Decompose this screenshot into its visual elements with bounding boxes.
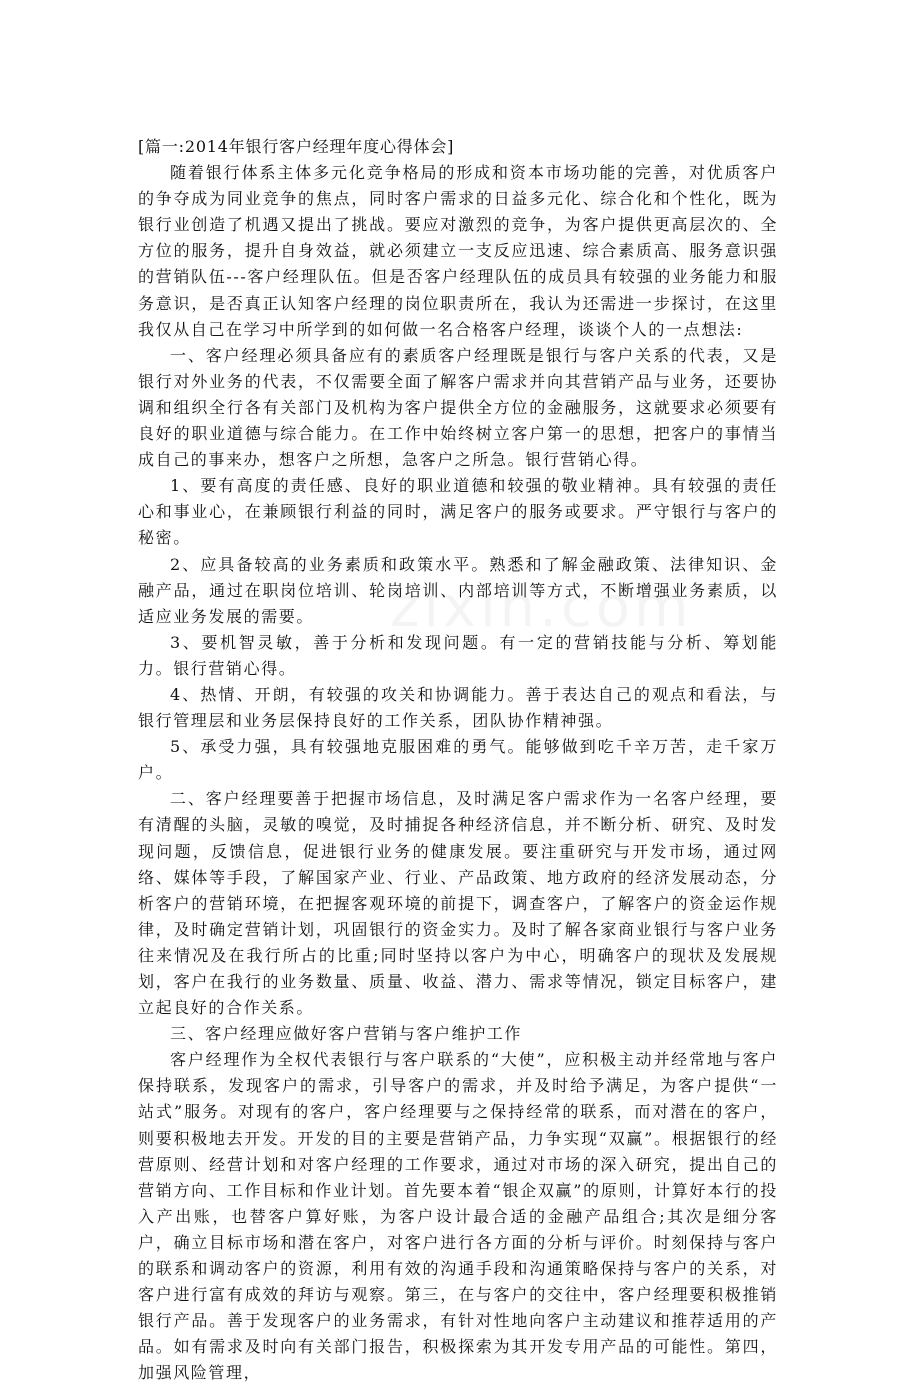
paragraph-item-4: 4、热情、开朗，有较强的攻关和协调能力。善于表达自己的观点和看法，与银行管理层和业务层保持良好的工作关系，团队协作精神强。 bbox=[138, 684, 778, 731]
paragraph-section-3-body: 客户经理作为全权代表银行与客户联系的“大使”，应积极主动并经常地与客户保持联系，发现客户的需求，引导客户的需求，并及时给予满足，为客户提供“一站式”服务。对现有的客户，客户经理要与之保持经常的联系，而对潜在的客户，则要积极地去开发。开发的目的主要是营销产品，力争实现“双赢”。根据银行的经营原则、经营计划和对客户经理的工作要求，通过对市场的深入研究，提出自己的营销方向、工作目标和作业计划。首先要本着“银企双赢”的原则，计算好本行的投入产出账，也替客户算好账，为客户设计最合适的金融产品组合;其次是细分客户，确立目标市场和潜在客户，对客户进行各方面的分析与评价。时刻保持与客户的联系和调动客户的资源，利用有效的沟通手段和沟通策略保持与客户的关系，对客户进行富有成效的拜访与观察。第三，在与客户的交往中，客户经理要积极推销银行产品。善于发现客户的业务需求，有针对性地向客户主动建议和推荐适用的产品。如有需求及时向有关部门报告，积极探索为其开发专用产品的可能性。第四，加强风险管理， bbox=[138, 1050, 778, 1383]
paragraph-section-2: 二、客户经理要善于把握市场信息，及时满足客户需求作为一名客户经理，要有清醒的头脑，灵敏的嗅觉，及时捕捉各种经济信息，并不断分析、研究、及时发现问题，反馈信息，促进银行业务的健康发展。要注重研究与开发市场，通过网络、媒体等手段，了解国家产业、行业、产品政策、地方政府的经济发展动态，分析客户的营销环境，在把握客观环境的前提下，调查客户，了解客户的资金运作规律，及时确定营销计划，巩固银行的资金实力。及时了解各家商业银行与客户业务往来情况及在我行所占的比重;同时坚持以客户为中心，明确客户的现状及发展规划，客户在我行的业务数量、质量、收益、潜力、需求等情况，锁定目标客户，建立起良好的合作关系。 bbox=[138, 789, 778, 1018]
document-title: [篇一:2014年银行客户经理年度心得体会] bbox=[138, 137, 455, 156]
paragraph-item-3: 3、要机智灵敏，善于分析和发现问题。有一定的营销技能与分析、筹划能力。银行营销心得。 bbox=[138, 632, 778, 678]
paragraph-item-1: 1、要有高度的责任感、良好的职业道德和较强的敬业精神。具有较强的责任心和事业心，在兼顾银行利益的同时，满足客户的服务或要求。严守银行与客户的秘密。 bbox=[138, 476, 778, 548]
paragraph-intro: 随着银行体系主体多元化竞争格局的形成和资本市场功能的完善，对优质客户的争夺成为同业竞争的焦点，同时客户需求的日益多元化、综合化和个性化，既为银行业创造了机遇又提出了挑战。要应对激烈的竞争，为客户提供更高层次的、全方位的服务，提升自身效益，就必须建立一支反应迅速、综合素质高、服务意识强的营销队伍---客户经理队伍。但是否客户经理队伍的成员具有较强的业务能力和服务意识，是否真正认知客户经理的岗位职责所在，我认为还需进一步探讨，在这里我仅从自己在学习中所学到的如何做一名合格客户经理，谈谈个人的一点想法: bbox=[138, 163, 778, 339]
paragraph-section-1: 一、客户经理必须具备应有的素质客户经理既是银行与客户关系的代表，又是银行对外业务的代表，不仅需要全面了解客户需求并向其营销产品与业务，还要协调和组织全行各有关部门及机构为客户提供全方位的金融服务，这就要求必须要有良好的职业道德与综合能力。在工作中始终树立客户第一的思想，把客户的事情当成自己的事来办，想客户之所想，急客户之所急。银行营销心得。 bbox=[138, 345, 778, 470]
document-body bbox=[138, 134, 778, 1387]
paragraph-section-3-heading: 三、客户经理应做好客户营销与客户维护工作 bbox=[170, 1024, 523, 1044]
paragraph-item-2: 2、应具备较高的业务素质和政策水平。熟悉和了解金融政策、法律知识、金融产品，通过在职岗位培训、轮岗培训、内部培训等方式，不断增强业务素质，以适应业务发展的需要。 bbox=[138, 554, 778, 626]
paragraph-item-5: 5、承受力强，具有较强地克服困难的勇气。能够做到吃千辛万苦，走千家万户。 bbox=[138, 737, 778, 783]
